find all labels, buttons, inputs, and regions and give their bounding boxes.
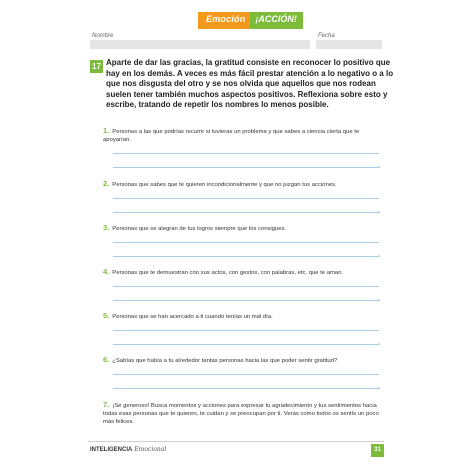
question-text: Personas que se alegran de tus logros siempre que los consigues. bbox=[112, 226, 287, 232]
line-end-dot bbox=[378, 387, 380, 389]
line-end-dot bbox=[378, 299, 380, 301]
date-label: Fecha bbox=[318, 33, 335, 39]
line-end-dot bbox=[378, 166, 380, 168]
answer-line[interactable] bbox=[113, 300, 379, 301]
question-text: Personas que sabes que te quieren incondicionalmente y que no juzgan tus acciones. bbox=[112, 182, 337, 188]
answer-line[interactable] bbox=[113, 388, 379, 389]
header-title-part1: Emoción bbox=[198, 12, 250, 29]
answer-line[interactable] bbox=[113, 167, 379, 168]
question-number: 1. bbox=[103, 126, 110, 135]
answer-line[interactable] bbox=[113, 256, 379, 257]
question-4 bbox=[103, 268, 388, 277]
question-6 bbox=[103, 356, 388, 365]
answer-line[interactable] bbox=[113, 286, 379, 287]
question-text: Personas que te demuestran con sus actos, con gestos, con palabras, etc. que te aman. bbox=[112, 270, 344, 276]
brand-bold: INTELIGENCIA bbox=[90, 447, 133, 453]
name-label: Nombre bbox=[92, 33, 114, 39]
exercise-intro: Aparte de dar las gracias, la gratitud consiste en reconocer lo positivo que hay en los demás. A veces es más fácil prestar atención a lo negativo o a lo que nos disgusta del otro y se nos olvida que aquellos que nos rodean suelen tener también muchos aspectos positivos. Reflexiona sobre esto y escribe, tratando de repetir los nombres lo menos posible. bbox=[106, 58, 394, 109]
answer-line[interactable] bbox=[113, 330, 379, 331]
question-2 bbox=[103, 180, 388, 189]
line-end-dot bbox=[378, 343, 380, 345]
answer-line[interactable] bbox=[113, 198, 379, 199]
question-3 bbox=[103, 224, 388, 233]
page-number: 31 bbox=[371, 444, 384, 457]
question-number: 5. bbox=[103, 311, 110, 320]
question-text: ¿Sabías que había a tu alrededor tantas personas hacia las que poder sentir gratitud? bbox=[112, 358, 338, 364]
answer-line[interactable] bbox=[113, 153, 379, 154]
question-7 bbox=[103, 401, 388, 426]
footer-divider bbox=[88, 441, 384, 442]
header-badge bbox=[198, 12, 303, 29]
question-number: 6. bbox=[103, 355, 110, 364]
exercise-number: 17 bbox=[90, 60, 103, 73]
question-1 bbox=[103, 127, 388, 144]
answer-line[interactable] bbox=[113, 212, 379, 213]
question-text: Personas a las que podrías recurrir si tuvieras un problema y que sabes a ciencia cierta que te apoyarían. bbox=[103, 129, 360, 143]
line-end-dot bbox=[378, 211, 380, 213]
question-5 bbox=[103, 312, 388, 321]
date-field[interactable] bbox=[316, 40, 382, 49]
question-number: 2. bbox=[103, 179, 110, 188]
answer-line[interactable] bbox=[113, 242, 379, 243]
line-end-dot bbox=[378, 255, 380, 257]
question-number: 7. bbox=[103, 400, 110, 409]
name-field[interactable] bbox=[90, 40, 310, 49]
question-text: Personas que se han acercado a ti cuando tenías un mal día. bbox=[112, 314, 273, 320]
answer-line[interactable] bbox=[113, 344, 379, 345]
question-text: ¡Sé generoso! Busca momentos y acciones para expresar tu agradecimiento y tus sentimientos hacia todas esas personas que te quieren, te cuidan y se preocupan por ti. Verás como todos os sentís un poco más felices. bbox=[103, 403, 379, 425]
brand-script: Emocional bbox=[134, 446, 167, 453]
question-number: 4. bbox=[103, 267, 110, 276]
footer-brand bbox=[90, 446, 166, 453]
answer-line[interactable] bbox=[113, 374, 379, 375]
question-number: 3. bbox=[103, 223, 110, 232]
header-title-part2: ¡ACCIÓN! bbox=[250, 12, 303, 29]
